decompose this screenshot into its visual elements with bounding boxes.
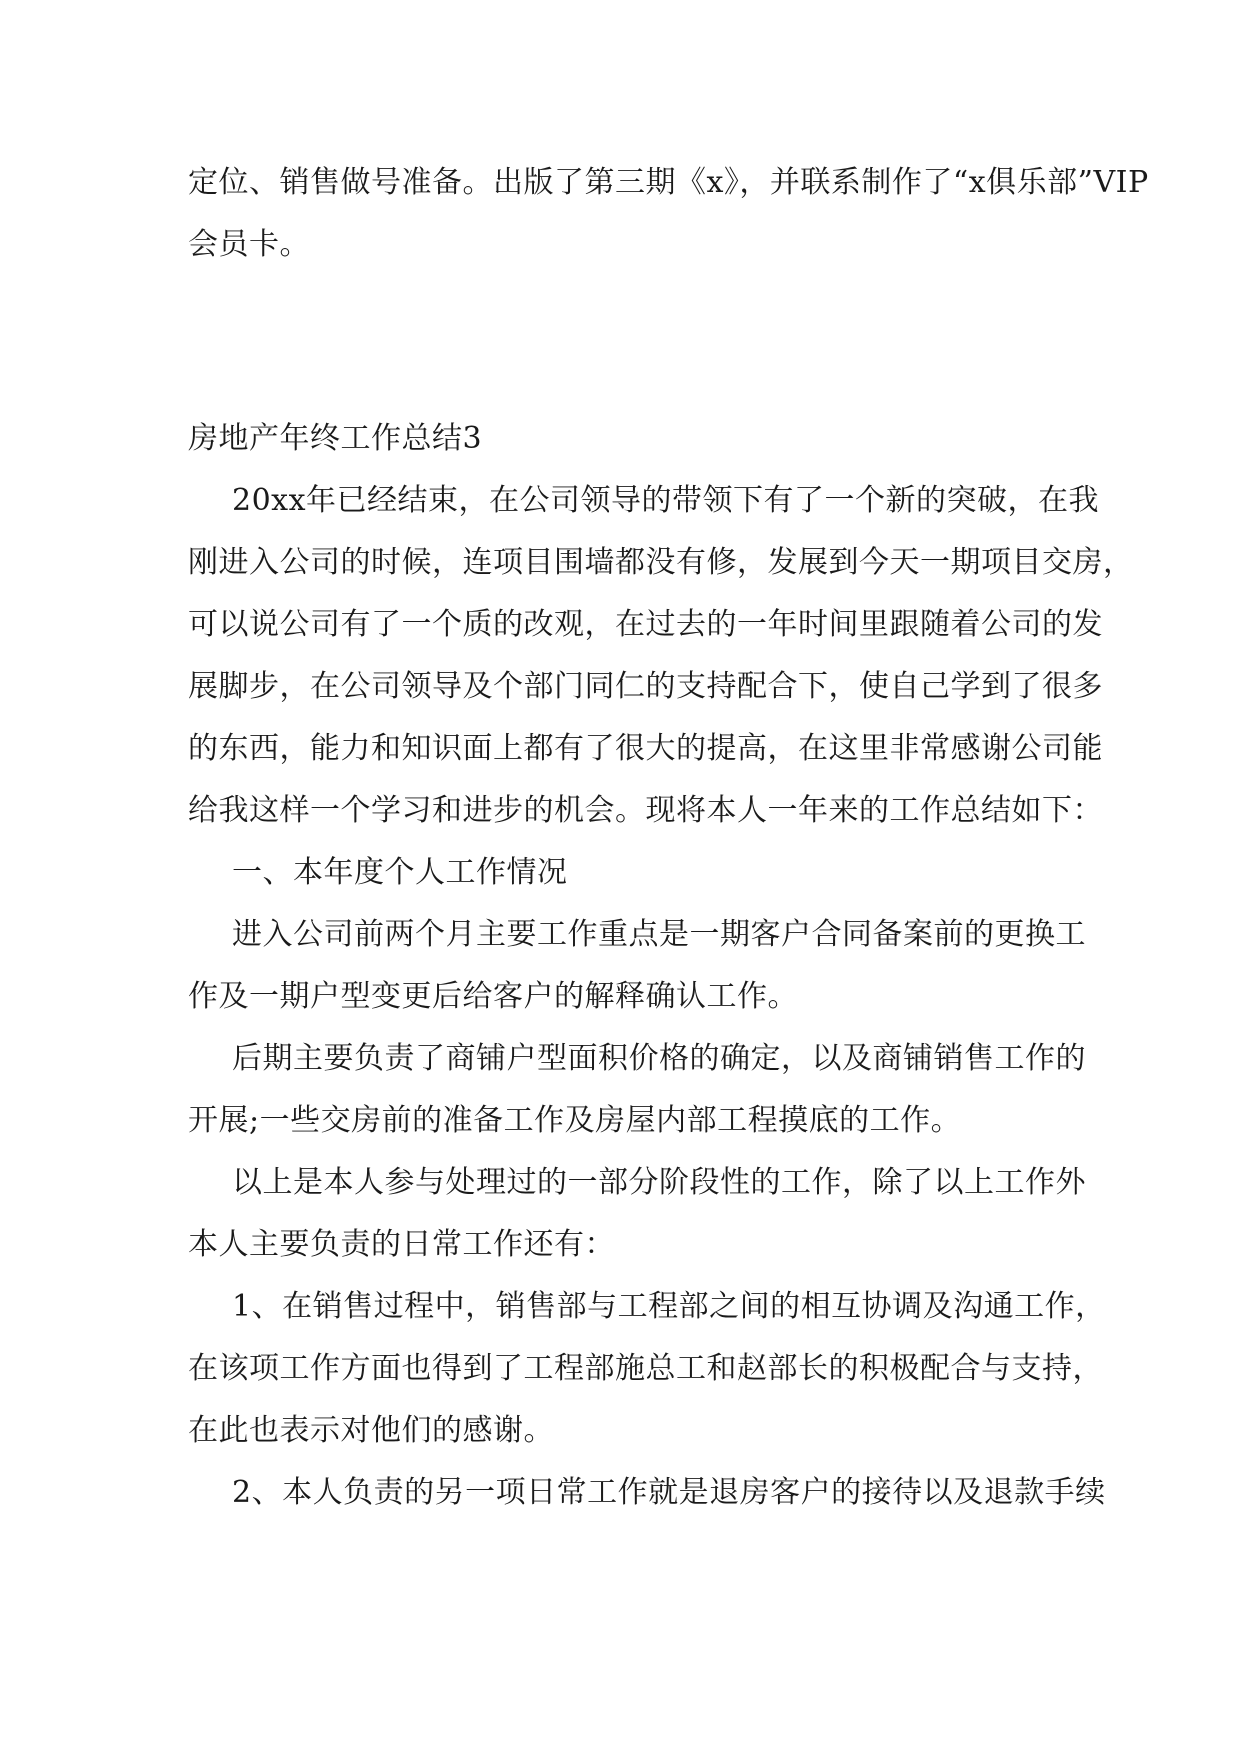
- text-line: 作及一期户型变更后给客户的解释确认工作。: [188, 979, 798, 1014]
- continued-paragraph: [188, 152, 1149, 276]
- text-line: 展脚步，在公司领导及个部门同仁的支持配合下，使自己学到了很多: [188, 669, 1103, 704]
- text-line: 开展;一些交房前的准备工作及房屋内部工程摸底的工作。: [188, 1103, 962, 1138]
- list-item-2: 2、本人负责的另一项日常工作就是退房客户的接待以及退款手续: [232, 1475, 1106, 1510]
- text-line: 的东西，能力和知识面上都有了很大的提高，在这里非常感谢公司能: [188, 731, 1103, 766]
- section-title: 房地产年终工作总结3: [188, 421, 483, 456]
- text-line: 本人主要负责的日常工作还有：: [188, 1227, 615, 1262]
- text-line: 会员卡。: [188, 227, 310, 262]
- text-line: 20xx年已经结束，在公司领导的带领下有了一个新的突破，在我: [232, 483, 1100, 518]
- text-line: 刚进入公司的时候，连项目围墙都没有修，发展到今天一期项目交房，: [188, 545, 1134, 580]
- text-line: 以上是本人参与处理过的一部分阶段性的工作，除了以上工作外: [232, 1165, 1086, 1200]
- text-line: 后期主要负责了商铺户型面积价格的确定，以及商铺销售工作的: [232, 1041, 1086, 1076]
- text-line: 给我这样一个学习和进步的机会。现将本人一年来的工作总结如下：: [188, 793, 1103, 828]
- text-line: 在此也表示对他们的感谢。: [188, 1413, 554, 1448]
- text-line: 可以说公司有了一个质的改观，在过去的一年时间里跟随着公司的发: [188, 607, 1103, 642]
- text-line: 定位、销售做号准备。出版了第三期《x》，并联系制作了“x俱乐部”VIP: [188, 165, 1149, 200]
- section-body: [188, 408, 1134, 1524]
- subsection-heading: 一、本年度个人工作情况: [232, 855, 568, 890]
- list-item-1: 1、在销售过程中，销售部与工程部之间的相互协调及沟通工作，: [232, 1289, 1106, 1324]
- text-line: 进入公司前两个月主要工作重点是一期客户合同备案前的更换工: [232, 917, 1086, 952]
- text-line: 在该项工作方面也得到了工程部施总工和赵部长的积极配合与支持，: [188, 1351, 1103, 1386]
